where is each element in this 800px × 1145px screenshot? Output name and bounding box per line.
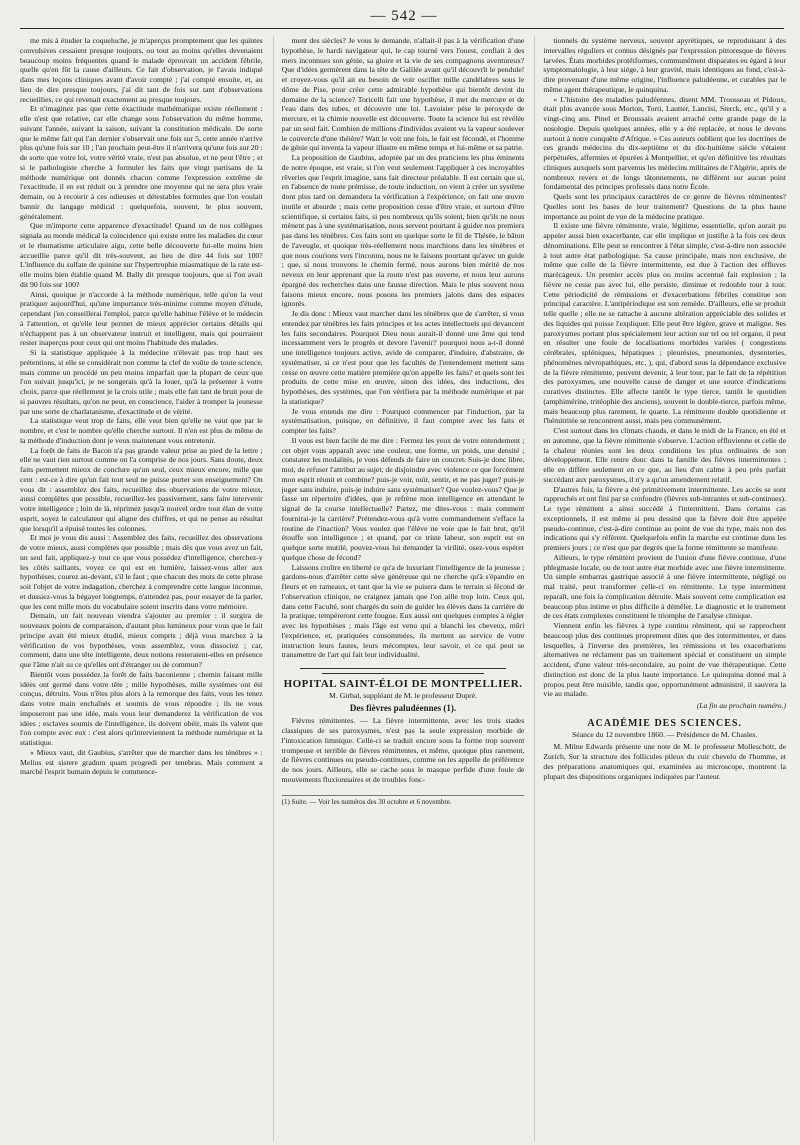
paragraph: « Mieux vaut, dit Gaubius, s'arrêter que de marcher dans les ténèbres » : Melius est sistere gradum quam progredi per tenebras. Mais comment a marché l'esprit humain depuis le commence- (20, 747, 263, 777)
paragraph: Il existe une fièvre rémittente, vraie, légitime, essentielle, qu'on aurait pu appeler aussi bien exacerbante, car elle implique et justifie à la fois ces deux dénominations. Elle peut se rencontrer à l'état simple, c'est-à-dire non associée à tout autre état pathologique. Sa cause principale, mais non exclusive, de même que celle de la fièvre intermittente, est due à l'action des effluves marécageux. Un premier accès plus ou moins accentué fait explosion ; la fièvre ne cesse pas avec lui, elle persiste, diminue et redouble tour à tour. Cette périodicité de rémissions et d'exacerbations fébriles constitue son principal caractère. L'antipériodique est son remède. D'ailleurs, elle se produit telle quelle ; elle ne se rattache à aucune altération appréciable des solides et des liquides qui puisse l'expliquer. Elle peut être légère, grave et maligne. Ses paroxysmes portant plus spécialement leur action sur tel ou tel organe, il peut en résulter une foule de localisations morbides variées ( congestions cérébrales, spléniques, hépatiques ; pleurésies, pneumonies, dysenteries, phénomènes névropathiques, etc. ), qui, d'abord sous la dépendance exclusive de la fièvre rémittente, peuvent devenir, à leur tour, par le fait de la répétition des paroxysmes, une nouvelle cause de danger et une source d'indications curatives distinctes. Elle affecte tantôt le type tierce, tantôt le quotidien (amphimérine, tritéophie des anciens), souvent le double-tierce, parfois même, mais beaucoup plus rarement, le quarte. La rémittente double quotidienne et l'hémitritée se rencontrent aussi, mais peu communément. (543, 221, 787, 426)
paragraph: « L'histoire des maladies paludéennes, disent MM. Trousseau et Pidoux, était plus avancée sous Morton, Torti, Lautter, Lancisi, Sterck, etc., qu'il y a vingt-cinq ans. Pinel et Broussais avaient arraché cette grande page de la nosologie. Depuis quelques années, elle y a été replacée, et nous le devons surtout à notre conquête d'Afrique. » Ces auteurs oublient que les doctrines de ces grands médecins du dix-septième et du dix-huitième siècle s'étaient perpétuées, affermies et épurées à Montpellier, et qu'en définitive les résultats cliniques auxquels sont parvenus les médecins militaires de l'Algérie, après de nombreux revers et de longs tâtonnements, ne diffèrent sur aucun point fondamental des principes professés dans notre École. (543, 94, 787, 192)
paragraph: Quels sont les principaux caractères de ce genre de fièvres rémittentes? Quelles sont les bases de leur traitement? Questions de la plus haute importance au point de vue de la médecine pratique. (543, 192, 787, 221)
paragraph: Demain, un fait nouveau viendra s'ajouter au premier : il surgira de nouveaux points de comparaison, d'autant plus lumineux pour vous que le fait principe avait été mieux étudié, mieux compris ; déjà vous marchez à la vérification de vos hypothèses, vous assemblez, vous dissociez ; car, comment, dans une tête intelligente, deux notions resteraient-elles en présence que l'âme n'ait su ce qu'elles ont d'étranger ou de commun? (20, 611, 263, 669)
academy-paragraph: M. Milne Edwards présente une note de M. le professeur Molleschott, de Zurich, Sur la structure des follicules pileux du cuir chevelu de l'homme, et des préparations anatomiques qui, examinées au microscope, montrent la plupart des dispositions organiques indiquées par l'auteur. (543, 742, 787, 781)
paragraph: C'est surtout dans les climats chauds, et dans le midi de la France, en été et en automne, que la fièvre rémittente s'observe. L'action effluvienne et celle de la chaleur réunies sont les deux conditions les plus ordinaires de son développement. Elle rentre donc dans la famille des fièvres intermittentes ; elle en diffère seulement en ce que, au lieu d'un calme à peu près parfait succédant aux paroxysmes, il n'y a qu'un amendement relatif. (543, 426, 787, 484)
paragraph: Et moi je vous dis aussi : Assemblez des faits, recueillez des observations de votre mieux, aussi complètes que possible ; mais dès que vous avez un fait, un seul fait, appliquez-y tout ce que vous possédez d'intelligence, cherchez-y les côtés saillants, voyez ce qui est en lumière, laissez-vous aller aux hypothèses, courez au-devant, s'il le faut ; que chacun des mots de cette phrase soit l'objet de votre indagation, cherchez à comprendre cette langue inconnue, et dussiez-vous la bégayer longtemps, n'attendez pas, pour essayer de la parler, que les cent mille mots du vocabulaire soient inscrits dans votre mémoire. (20, 533, 263, 611)
paragraph: La statistique veut trop de faits, elle veut bien qu'elle ne vaut que par le nombre, et c'est le nombre qu'elle cherche surtout. Il n'en est plus de même de la méthode d'induction dont je veux maintenant vous entretenir. (20, 416, 263, 445)
paragraph: Que m'importe cette apparence d'exactitude! Quand un de nos collègues signala au monde médical la coïncidence qui existe entre les maladies du cœur et le rhumatisme articulaire aigu, cette belle découverte fut-elle moins bien accueillie parce qu'il dit très-souvent, au lieu de dire 44 fois sur 100? L'influence du sulfate de quinine sur l'hypertrophie miasmatique de la rate est-elle moins bien établie quand M. Bally dit presque toujours, que si l'on avait dit 90 fois sur 100? (20, 221, 263, 289)
column-right (534, 36, 786, 1141)
paragraph: tionnels du système nerveux, souvent apyrétiques, se reproduisant à des intervalles réguliers et connus désignés par l'expression pittoresque de fièvres larvées. États morbides protéiformes, communément disparates eu égard à leur symptomatologie, à leur siége, à leur gravité, mais identiques au fond, c'est-à-dire provenant d'une même origine, l'influence paludéenne, et curables par le même agent thérapeutique, le quinquina. (543, 36, 787, 94)
page-number: — 542 — (370, 8, 438, 24)
column-middle (273, 36, 525, 1141)
paragraph: Et n'imaginez pas que cette exactitude mathématique existe réellement : elle n'est que relative, car elle change sous l'observation du même homme, suivant l'année, suivant la saison, suivant la constitution médicale. De sorte que le même fait qui l'an dernier s'observait une fois sur 5, cette année n'arrive plus qu'une fois sur 10 ; l'an prochain peut-être il n'arrivera qu'une fois sur 20 : de sorte que votre loi, votre vérité vraie, n'est pas absolue, et ne peut l'être ; et si le pathologiste cherche à formuler les faits que vingt partisans de la méthode numérique ont donnés chacun comme l'expression extrême de l'exactitude, il en est réduit ou à prendre une moyenne qui ne sera plus vraie demain, ou à recourir à ces odieuses et détestables formules que l'on voulait bannir du langage médical : quelquefois, souvent, le plus souvent, généralement. (20, 104, 263, 221)
column-right-body (543, 36, 786, 699)
paragraph: Laissons croître en liberté ce qu'a de luxuriant l'intelligence de la jeunesse ; gardons-nous d'arrêter cette sève généreuse qui ne cherche qu'à s'épandre en fleurs et en rameaux, et tant que la vie se puisera dans le terrain si fécond de l'observation clinique, ne craignez jamais que l'on aille trop loin. Ceux qui, dans cette Faculté, sont chargés du soin de guider les élèves dans la carrière de la pratique, tempéreront cette fougue. Eux aussi ont quelques comptes à régler avec les hypothèses ; mais l'âge est venu qui a blanchi les cheveux, mûri l'expérience, et, pratiquées consommées, ils mettent au service de votre instruction leurs fautes, leurs mécomptes, leur savoir, et ce qui peut se transmettre de l'art qui fait leur individualité. (281, 562, 525, 660)
article-columns (20, 36, 786, 1141)
academy-heading: ACADÉMIE DES SCIENCES. (587, 717, 742, 729)
footnote: (1) Suite. — Voir les numéros des 30 octobre et 6 novembre. (282, 795, 525, 808)
column-middle-body (282, 36, 525, 660)
column-left (20, 36, 263, 1141)
paragraph: La forêt de faits de Bacon n'a pas grande valeur prise au pied de la lettre ; elle ne vaut rien surtout comme on l'a comprise de nos jours. Sans doute, deux faits permettent mieux de conclure qu'un seul, ceux mieux encore, mille que cent : est-ce à dire qu'un fait tout seul ne puisse porter son enseignement? On vous dit : assemblez des faits, recueillez des observations de votre mieux, aussi complètes que possible, recueillez-les passivement, sans faire intervenir votre intelligence ; loin de là, réprimez jusqu'à nouvel ordre tout élan de votre esprit, soyez le calculateur qui aligne des chiffres, et qui ne pense au résultat que lorsqu'il a épuisé toutes les colonnes. (20, 445, 263, 533)
paragraph: Je vous entends me dire : Pourquoi commencer par l'induction, par la systématisation, puisque, en définitive, il faut compter avec les faits et compter les faits? (281, 406, 525, 435)
header-rule (20, 28, 784, 29)
paragraph: D'autres fois, la fièvre a été primitivement intermittente. Les accès se sont rapprochés et ont fini par se confondre (fièvres sub-intrantes et sub-continues). Le type rémittent a ainsi succédé à l'intermittent. Dans certains cas exceptionnels, il est même si peu dessiné que la fièvre doit être appelée pseudo-continue, c'est-à-dire continue au point de vue du type, mais non des indications qui s'y réfèrent. Quelquefois enfin la marche est continue dans les premiers jours ; ce n'est que par degrés que la forme rémittente se manifeste. (543, 484, 787, 552)
newspaper-page (14, 0, 794, 1145)
paragraph: Ailleurs, le type rémittent provient de l'union d'une fièvre continue, d'une phlegmasie locale, ou de tout autre état morbide avec une fièvre intermittente. Un simple embarras gastrique associé à une fièvre intermittente, négligé ou mal traité, peut transformer celle-ci en rémittente. Le type intermittent reparaît, une fois la complication détruite. Mais souvent cette complication est beaucoup plus intime et plus difficile à démêler. Le diagnostic et le traitement de ces états complexes constituent le triomphe de l'analyse clinique. (543, 552, 787, 621)
continued-note: (La fin au prochain numéro.) (696, 701, 787, 710)
paragraph: Je dis donc : Mieux vaut marcher dans les ténèbres que de s'arrêter, si vous entendez par ténèbres les faits principes et les actes intellectuels qui devancent les faits secondaires. Pourquoi Dieu nous aurait-il donné une âme qui tend incessamment vers le progrès et devore l'avenir? pourquoi nous a-t-il donné une intelligence toujours active, avide de comparer, d'induire, d'abstraire, de systématiser, si ce n'est pour que les facultés de l'entendement mettent sans cesse en œuvre cette matière première qu'on appelle les faits? et quels sont les produits de cette mise en œuvre, sinon des idées, des inductions, des hypothèses, des systèmes, que l'on vérifiera par la méthode numérique et par la statistique? (281, 309, 525, 406)
section-divider (300, 668, 507, 669)
fevers-paragraph: Fièvres rémittentes. — La fièvre intermittente, avec les trois stades classiques de ses paroxysmes, n'est pas la seule expression morbide de l'intoxication limnique. Celle-ci se traduit encore sous la forme trop souvent trompeuse et terrible de fièvres rémittentes, et même, quoique plus rarement, de fièvres continues ou pseudo-continues, comme on les appelle de préférence de nos jours. Ailleurs, elle se cache sous le masque perfide d'une foule de mouvements fluxionnaires et de troubles fonc- (281, 716, 525, 784)
hospital-byline: M. Girbal, suppléant de M. le professeur Dupré. (329, 690, 477, 700)
academy-session: Séance du 12 novembre 1860. — Présidence de M. Chasles. (572, 729, 758, 739)
paragraph: Viennent enfin les fièvres à type continu rémittent, qui se rapprochent beaucoup plus des continues proprement dites que des intermittentes, et dans lesquelles, à l'inverse des premières, les rémissions et les exacerbations alternatives ne réclament pas un traitement spécial et constituent un simple accident, d'une valeur très-secondaire, au point de vue thérapeutique. Cette distinction est donc de la plus haute importance. Le quinquina donné mal à propos peut être nuisible, tandis que, opportunément administré, il sauvera la vie au malade. (543, 621, 787, 699)
paragraph: Si la statistique appliquée à la médecine n'élevait pas trop haut ses prétentions, si elle se considérait non comme la clef de voûte de toute science, mais comme un procédé un peu moins imparfait que la plupart de ceux que l'on suivait jusqu'ici, je ne songerais qu'à la louer, qu'à la présenter à votre choix, parce que réellement je la crois utile ; mais elle fait tant de bruit pour de si pauvres résultats, qu'on ne peut, en conscience, l'aider à tromper la jeunesse par une sorte de charlatanisme, d'exactitude et de vérité. (20, 348, 263, 416)
paragraph: Bientôt vous possédez la forêt de faits baconienne ; chemin faisant mille idées ont germé dans votre tête ; mille hypothèses, mille systèmes ont été conçus, détruits. Vous n'êtes plus alors à la remorque des faits, vous les tenez dans votre main enchaînés et soumis de vous répondre ; ils ne vous imposeront pas une idée, mais vous leur demanderez la vérification de vos idées ; esclaves soumis de l'intelligence, ils doivent obéir, mais ils valent que l'on compte avec eux : c'est alors qu'interviennent la méthode numérique et la statistique. (20, 669, 263, 747)
paragraph: Ainsi, quoique je n'accorde à la méthode numérique, telle qu'on la veut pratiquer aujourd'hui, qu'une importance très-minime comme moyen d'étude, cependant j'en conseillerai l'emploi, parce qu'elle habitue l'élève et le médecin à l'attention, et qu'elle leur permet de mieux apprécier certains détails qui n'échappent pas à un observateur instruit et intelligent, mais qui pourraient rester inaperçus pour ceux qui ont moins l'habitude des malades. (20, 289, 263, 348)
page-header (14, 0, 794, 34)
paragraph: Il vous est bien facile de me dire : Fermez les yeux de votre entendement ; cet objet vous apparaît avec une couleur, une forme, un poids, une densité ; constatez les modalités, je vous défends de faire un concret. Suis-je donc libre, moi, de refuser l'attribut au sujet, de disjoindre avec violence ce que forcément mon esprit réunit et combine? puis-je voir, ouïr, sentir, et ne pas juger? puis-je juger sans induire, puis-je induire sans systématiser? Que voulez-vous? Que je fasse un répertoire d'idées, que je refrène mon intelligence en attendant le signal de la course intellectuelle? Partez, me dites-vous : mais comment fournirai-je la carrière? Prétendez-vous qu'à votre commandement s'efface la routine de l'inaction? Vous voulez que l'élève ne voie que le fait brut, qu'il étouffe son intelligence ; et quand, par ce triste labeur, son esprit est en quelque sorte mutilé, pouvez-vous lui demander la virilité, osez-vous espérer quelque chose de fécond? (281, 435, 525, 562)
paragraph: La proposition de Gaubius, adoptée par un des praticiens les plus éminents de notre époque, est vraie, si l'on veut seulement l'appliquer à ces incroyables rêveries que l'esprit imagine, sans fait directeur préalable. Il est certain que si, en l'absence de toute prémisse, de toute induction, on vient à créer un système dont plus tard on demandera la vérification à l'expérience, on fait une œuvre inutile et absurde ; mais cette proposition cesse d'être vraie, et surtout d'être scientifique, si certains faits, si peu nombreux qu'ils soient, bien qu'ils ne nous mènent pas à une systématisation, nous servent pourtant à guider nos premiers pas dans les ténèbres. Ces faits sont en quelque sorte le fil de Thésée, le bâton de l'aveugle, et quoique très-réellement nous marchions dans les ténèbres et que nous courions vers l'inconnu, nous ne le faisons pourtant qu'avec un guide ; que, si nous trouvons le chemin fermé, nous aurons bien mérité de nos neveux en leur apprenant que la route n'est pas ouverte, et nous leur aurons épargné des recherches dans une fausse direction. Mais le plus souvent nous faisons mieux encore, nous posons les premiers jalons dans des espaces ignorés. (281, 153, 525, 309)
paragraph: me mis à étudier la coqueluche, je m'aperçus promptement que les quintes convulsives cessaient presque toujours, ou tout au moins qu'elles devenaient beaucoup moins fréquentes quand le malade éprouvait un accident fébrile, quelle qu'en fût la cause d'ailleurs. Ce fait d'observation, je l'avais indiqué dans mes leçons cliniques avant d'avoir compté ; j'ai compté ensuite, et, au lieu de dire presque toujours, j'ai dit tant de fois sur tant d'observations recueillies, ce qui revenait exactement au presque toujours. (20, 36, 263, 104)
fevers-subtitle: Des fièvres paludéennes (1). (349, 702, 457, 713)
section-divider-short (322, 673, 485, 674)
hospital-heading: HOPITAL SAINT-ÉLOI DE MONTPELLIER. (283, 678, 523, 690)
paragraph: ment des siècles? Je vous le demande, n'allait-il pas à la vérification d'une hypothèse, le hardi navigateur qui, le cap tourné vers l'ouest, confiait à des mers inconnues son génie, sa gloire et la vie de ses compagnons aventureux? Que d'idées germèrent dans la tête de Galilée avant qu'il découvrît le pendule! et croyez-vous qu'il ait eu besoin de voir osciller mille candélabres sous le dôme de Pise, pour créer cette admirable hypothèse qui bientôt devint du domaine de la science? Toricelli fait une hypothèse, il met du mercure et de l'eau dans des tubes, et découvre une loi. Lavoisier pèse le peroxyde de mercure, et la chimie nouvelle est découverte. Toute la science lui est révélée par un seul fait. Combien de millions d'individus avaient vu la vapeur soulever le couvercle d'une théière? Watt le voit une fois, le fait est fécondé, et l'homme de génie qui inventa la vapeur illustre en même temps et lui-même et sa patrie. (281, 36, 525, 153)
